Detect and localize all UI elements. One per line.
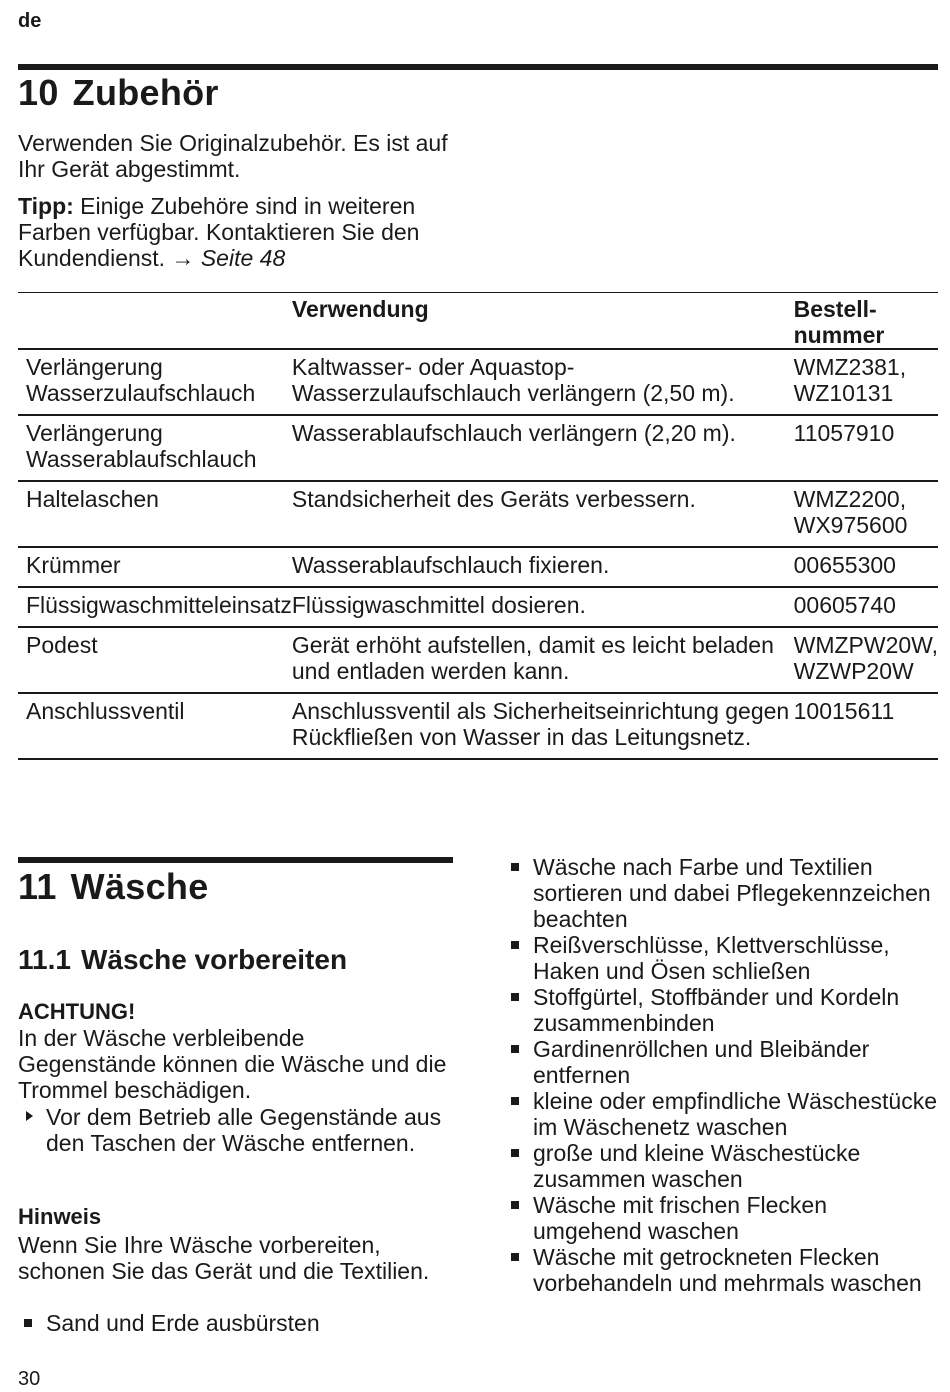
header-usage: Verwendung: [291, 296, 429, 322]
accessory-name-cell: Anschlussventil: [26, 698, 185, 724]
table-row: [18, 627, 938, 693]
table-row: [18, 547, 938, 587]
table-row: [18, 481, 938, 547]
warning-text: In der Wäsche verbleibende Gegenstände können die Wäsche und die Trommel beschädigen.: [18, 1025, 447, 1103]
right-bullet-list: [505, 854, 940, 1296]
square-bullet-icon: [511, 1201, 519, 1209]
section-title: Wäsche: [70, 866, 209, 907]
hint-text: Wenn Sie Ihre Wäsche vorbereiten, schonen Sie das Gerät und die Textilien.: [18, 1232, 430, 1284]
accessory-name-cell: Flüssigwaschmitteleinsatz: [26, 592, 292, 618]
list-item: [505, 1088, 940, 1140]
arrow-right-icon: →: [171, 245, 195, 271]
table-header-row: [18, 293, 938, 350]
order-number-cell: WMZ2381, WZ10131: [793, 354, 907, 406]
left-bullet-list: [18, 1310, 448, 1336]
tip-label: Tipp:: [18, 193, 74, 219]
square-bullet-icon: [511, 863, 519, 871]
header-accessory: [18, 293, 292, 350]
order-number-cell: WMZPW20W, WZWP20W: [793, 632, 938, 684]
list-item: [505, 854, 940, 932]
list-item-text: Sand und Erde ausbürsten: [46, 1310, 320, 1336]
subsection-heading: [18, 944, 347, 976]
list-item: [505, 932, 940, 984]
square-bullet-icon: [24, 1319, 32, 1327]
accessory-name-cell: Podest: [26, 632, 98, 658]
order-number-cell: 00655300: [793, 552, 896, 578]
list-item: [505, 1140, 940, 1192]
order-number-cell: 11057910: [793, 420, 895, 446]
subsection-number: 11.1: [18, 944, 71, 975]
accessories-table: [18, 292, 938, 760]
list-item-text: Wäsche nach Farbe und Textilien sortieren und dabei Pflegekennzeichen beachten: [533, 854, 931, 932]
tip-paragraph: [18, 193, 448, 271]
section-number: 10: [18, 72, 59, 113]
header-order-number: Bestell-nummer: [793, 296, 885, 348]
list-item: [18, 1104, 448, 1156]
square-bullet-icon: [511, 1045, 519, 1053]
subsection-title: Wäsche vorbereiten: [80, 944, 348, 975]
intro-paragraph: Verwenden Sie Originalzubehör. Es ist auf Ihr Gerät abgestimmt.: [18, 130, 448, 182]
section-divider: [18, 857, 453, 863]
hint-title: Hinweis: [18, 1204, 102, 1229]
usage-cell: Standsicherheit des Geräts verbessern.: [291, 486, 696, 512]
section-title: Zubehör: [72, 72, 219, 113]
usage-cell: Wasserablaufschlauch verlängern (2,20 m).: [291, 420, 736, 446]
page-reference-link[interactable]: Seite 48: [200, 245, 286, 271]
usage-cell: Gerät erhöht aufstellen, damit es leicht beladen und entladen werden kann.: [291, 632, 774, 684]
list-item: [18, 1310, 448, 1336]
section-10-heading: [18, 72, 219, 114]
accessory-name-cell: Haltelaschen: [26, 486, 159, 512]
warning-action-list: [18, 1104, 448, 1156]
table-row: [18, 415, 938, 481]
accessory-name-cell: Krümmer: [26, 552, 121, 578]
section-11-heading: [18, 866, 209, 908]
list-item: [505, 1036, 940, 1088]
usage-cell: Flüssigwaschmittel dosieren.: [291, 592, 586, 618]
section-number: 11: [18, 866, 57, 907]
usage-cell: Kaltwasser- oder Aquastop-Wasserzulaufschlauch verlängern (2,50 m).: [291, 354, 735, 406]
list-item: [505, 1192, 940, 1244]
square-bullet-icon: [511, 1253, 519, 1261]
warning-title: ACHTUNG!: [18, 999, 136, 1024]
order-number-cell: WMZ2200, WX975600: [793, 486, 908, 538]
language-code: de: [18, 10, 42, 32]
order-number-cell: 10015611: [793, 698, 895, 724]
square-bullet-icon: [511, 941, 519, 949]
square-bullet-icon: [511, 1097, 519, 1105]
usage-cell: Wasserablaufschlauch fixieren.: [291, 552, 610, 578]
section-divider: [18, 64, 938, 70]
triangle-bullet-icon: [26, 1111, 33, 1121]
usage-cell: Anschlussventil als Sicherheitseinrichtung gegen Rückfließen von Wasser in das Leitungsnetz.: [291, 698, 790, 750]
warning-action-text: Vor dem Betrieb alle Gegenstände aus den Taschen der Wäsche entfernen.: [46, 1104, 442, 1156]
page-number: 30: [18, 1368, 41, 1390]
table-row: [18, 693, 938, 759]
list-item: [505, 1244, 940, 1296]
list-item-text: Wäsche mit getrockneten Flecken vorbehandeln und mehrmals waschen: [533, 1244, 922, 1296]
order-number-cell: 00605740: [793, 592, 896, 618]
table-row: [18, 587, 938, 627]
list-item-text: Gardinenröllchen und Bleibänder entfernen: [533, 1036, 870, 1088]
list-item-text: große und kleine Wäschestücke zusammen waschen: [533, 1140, 861, 1192]
list-item-text: Stoffgürtel, Stoffbänder und Kordeln zusammenbinden: [533, 984, 900, 1036]
list-item-text: kleine oder empfindliche Wäschestücke im Wäschenetz waschen: [533, 1088, 937, 1140]
tip-text: Einige Zubehöre sind in weiteren Farben verfügbar. Kontaktieren Sie den Kundendienst.: [18, 193, 420, 271]
square-bullet-icon: [511, 1149, 519, 1157]
accessory-name-cell: Verlängerung Wasserablaufschlauch: [26, 420, 257, 472]
list-item-text: Reißverschlüsse, Klettverschlüsse, Haken und Ösen schließen: [533, 932, 890, 984]
square-bullet-icon: [511, 993, 519, 1001]
list-item: [505, 984, 940, 1036]
list-item-text: Wäsche mit frischen Flecken umgehend waschen: [533, 1192, 827, 1244]
accessory-name-cell: Verlängerung Wasserzulaufschlauch: [26, 354, 256, 406]
table-row: [18, 349, 938, 415]
